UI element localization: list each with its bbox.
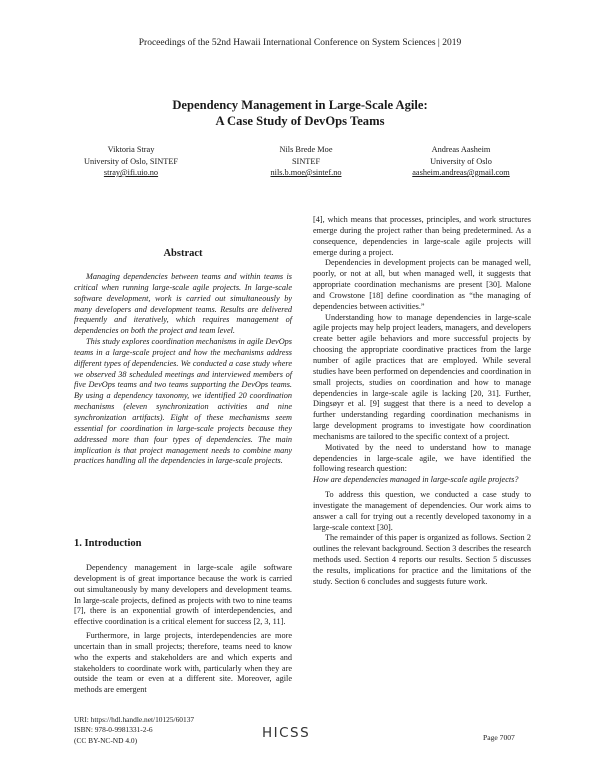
author-block-1 bbox=[46, 144, 216, 179]
right-paragraph-6: The remainder of this paper is organized as follows. Section 2 outlines the relevant background. Section 3 describes the research methods used. Section 4 reports our results. Section 5 discusses the results, implications for practice and the limitations of the study. Section 6 concludes and suggests future work. bbox=[313, 533, 531, 586]
author-name: Andreas Aasheim bbox=[431, 145, 491, 154]
right-paragraph-3: Understanding how to manage dependencies in large-scale agile projects may help project leaders, managers, and developers create better agile behaviors and more successful projects by choosing the appropriate coordinative practices from the large number of agile practices that are employed. While several studies have been performed on dependencies and coordination in small projects, studies on coordination and how to manage dependencies in large-scale agile is lacking [20, 31]. Further, Dingsøyr et al. [9] suggest that there is a need to develop a further understanding regarding coordination mechanisms in large development programs to investigate how coordination mechanisms are tailored to the specific context of a project. bbox=[313, 312, 531, 441]
right-paragraph-2: Dependencies in development projects can be managed well, poorly, or not at all, but when managed well, it suggests that appropriate coordination mechanisms are present [30]. Malone and Crowstone [18] define coordination as “the managing of dependencies between activities.” bbox=[313, 258, 531, 311]
hicss-logo: HICSS bbox=[262, 725, 311, 741]
research-question: How are dependencies managed in large-scale agile projects? bbox=[313, 475, 519, 485]
abstract-column bbox=[74, 248, 292, 467]
author-affiliation: SINTEF bbox=[291, 156, 321, 166]
author-email[interactable]: aasheim.andreas@gmail.com bbox=[412, 168, 510, 177]
title-line-1: Dependency Management in Large-Scale Agile: bbox=[172, 98, 428, 112]
author-block-2 bbox=[221, 144, 391, 179]
right-paragraph-1: [4], which means that processes, principles, and work structures emerge during the project rather than being predetermined. As a consequence, dependencies in large-scale agile projects will emerge during a project. bbox=[313, 215, 531, 257]
author-email[interactable]: stray@ifi.uio.no bbox=[103, 168, 159, 177]
author-block-3 bbox=[376, 144, 546, 179]
title-line-2: A Case Study of DevOps Teams bbox=[215, 113, 385, 128]
intro-paragraph-1: Dependency management in large-scale agile software development is of great importance because the work is carried out simultaneously by many developers and development teams. In large-scale projects, defined as projects with two to nine teams [7], there is an exponential growth of interdependencies, and effective coordination is a critical element for success [2, 3, 11]. bbox=[74, 563, 292, 627]
page-number: Page 7007 bbox=[483, 733, 515, 742]
author-name: Viktoria Stray bbox=[107, 145, 155, 154]
footer-isbn: ISBN: 978-0-9981331-2-6 bbox=[74, 725, 153, 735]
author-name: Nils Brede Moe bbox=[279, 145, 333, 154]
right-column bbox=[313, 215, 531, 588]
abstract-paragraph-1: Managing dependencies between teams and within teams is critical when running large-scale agile projects. In large-scale software development, work is carried out simultaneously by many developers and development teams. Results are delivered frequently and iteratively, which requires management of dependencies on both the project and team level. bbox=[74, 272, 292, 336]
author-affiliation: University of Oslo, SINTEF bbox=[83, 156, 179, 166]
right-paragraph-5: To address this question, we conducted a case study to investigate the management of dependencies. Our work aims to answer a call for trying out a recently developed taxonomy in a large-scale context [30]. bbox=[313, 490, 531, 532]
paper-title bbox=[0, 98, 600, 129]
footer-license: (CC BY-NC-ND 4.0) bbox=[74, 735, 138, 745]
introduction-heading: 1. Introduction bbox=[74, 538, 142, 549]
author-email[interactable]: nils.b.moe@sintef.no bbox=[270, 168, 342, 177]
proceedings-header: Proceedings of the 52nd Hawaii International Conference on System Sciences | 2019 bbox=[138, 38, 462, 48]
introduction-column bbox=[74, 563, 292, 696]
intro-paragraph-2: Furthermore, in large projects, interdependencies are more uncertain than in small projects; therefore, teams need to know who the experts and stakeholders are and which experts and stakeholders to coordinate work with, particularly when they are outside the team or even at a different site. Moreover, agile methods are emergent bbox=[74, 631, 292, 695]
abstract-paragraph-2: This study explores coordination mechanisms in agile DevOps teams in a large-scale project and how the mechanisms address different types of dependencies. We conducted a case study where we observed 38 scheduled meetings and interviewed members of five DevOps teams and two teams supporting the DevOps teams. By using a dependency taxonomy, we identified 20 coordination mechanisms (eleven synchronization activities and nine synchronization artifacts). Eight of these mechanisms seem essential for coordination in large-scale projects because they addressed more than four types of dependencies. The main implication is that project management needs to combine many practices handling all the dependencies in large-scale projects. bbox=[74, 337, 292, 466]
footer-identifiers bbox=[74, 715, 194, 746]
right-paragraph-4: Motivated by the need to understand how to manage dependencies in large-scale agile, we have identified the following research question: bbox=[313, 442, 531, 474]
abstract-heading: Abstract bbox=[163, 248, 203, 259]
author-affiliation: University of Oslo bbox=[430, 156, 492, 166]
footer-uri[interactable]: URI: https://hdl.handle.net/10125/60137 bbox=[74, 715, 195, 724]
